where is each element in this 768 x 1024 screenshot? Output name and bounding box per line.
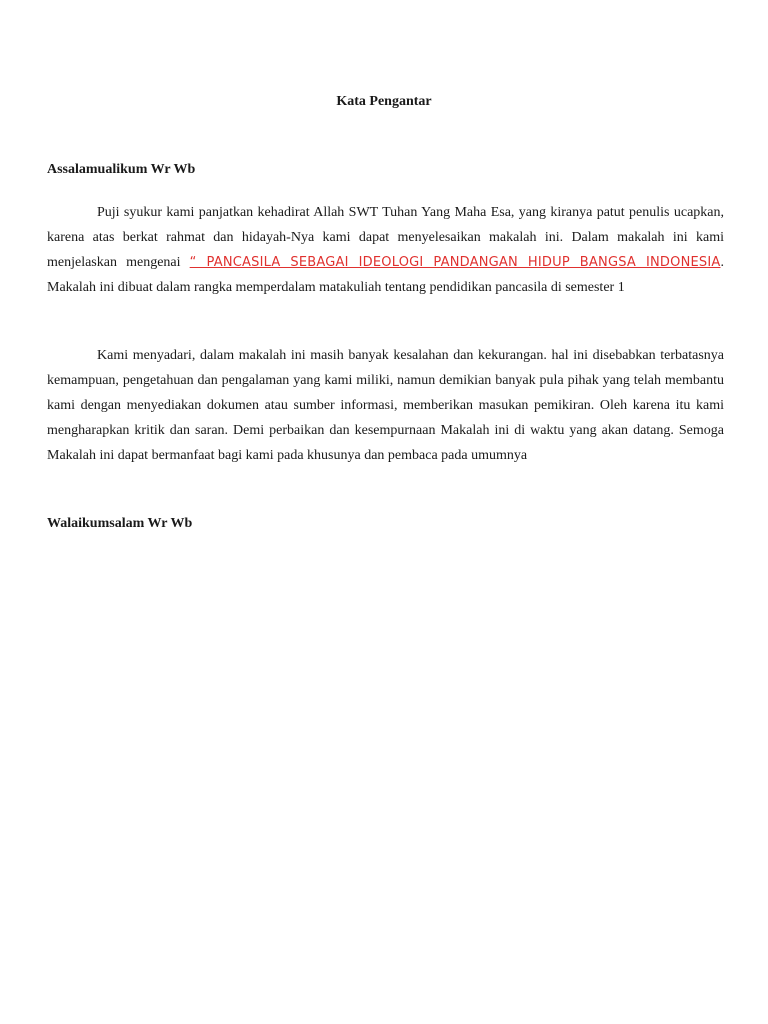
paragraph-intro-text-end: . Makalah ini dibuat dalam rangka memperdalam matakuliah tentang pendidikan pancasila di semester 1 bbox=[47, 255, 724, 295]
closing-greeting: Walaikumsalam Wr Wb bbox=[47, 516, 193, 531]
paragraph-intro bbox=[47, 200, 724, 300]
paragraph-intro-text-start: Puji syukur kami panjatkan kehadirat Allah SWT Tuhan Yang Maha Esa, yang kiranya patut penulis ucapkan, karena atas berkat rahmat dan hidayah-Nya kami dapat menyelesaikan makalah ini. Dalam makalah ini kami menjelaskan mengenai bbox=[47, 205, 724, 270]
opening-greeting: Assalamualikum Wr Wb bbox=[47, 162, 196, 177]
paragraph-acknowledgement: Kami menyadari, dalam makalah ini masih banyak kesalahan dan kekurangan. hal ini disebabkan terbatasnya kemampuan, pengetahuan dan pengalaman yang kami miliki, namun demikian banyak pula pihak yang telah membantu kami dengan menyediakan dokumen atau sumber informasi, memberikan masukan pemikiran. Oleh karena itu kami mengharapkan kritik dan saran. Demi perbaikan dan kesempurnaan Makalah ini di waktu yang akan datang. Semoga Makalah ini dapat bermanfaat bagi kami pada khusunya dan pembaca pada umumnya bbox=[47, 348, 724, 463]
topic-highlight: “ PANCASILA SEBAGAI IDEOLOGI PANDANGAN HIDUP BANGSA INDONESIA bbox=[189, 255, 721, 270]
page-title: Kata Pengantar bbox=[336, 94, 432, 109]
